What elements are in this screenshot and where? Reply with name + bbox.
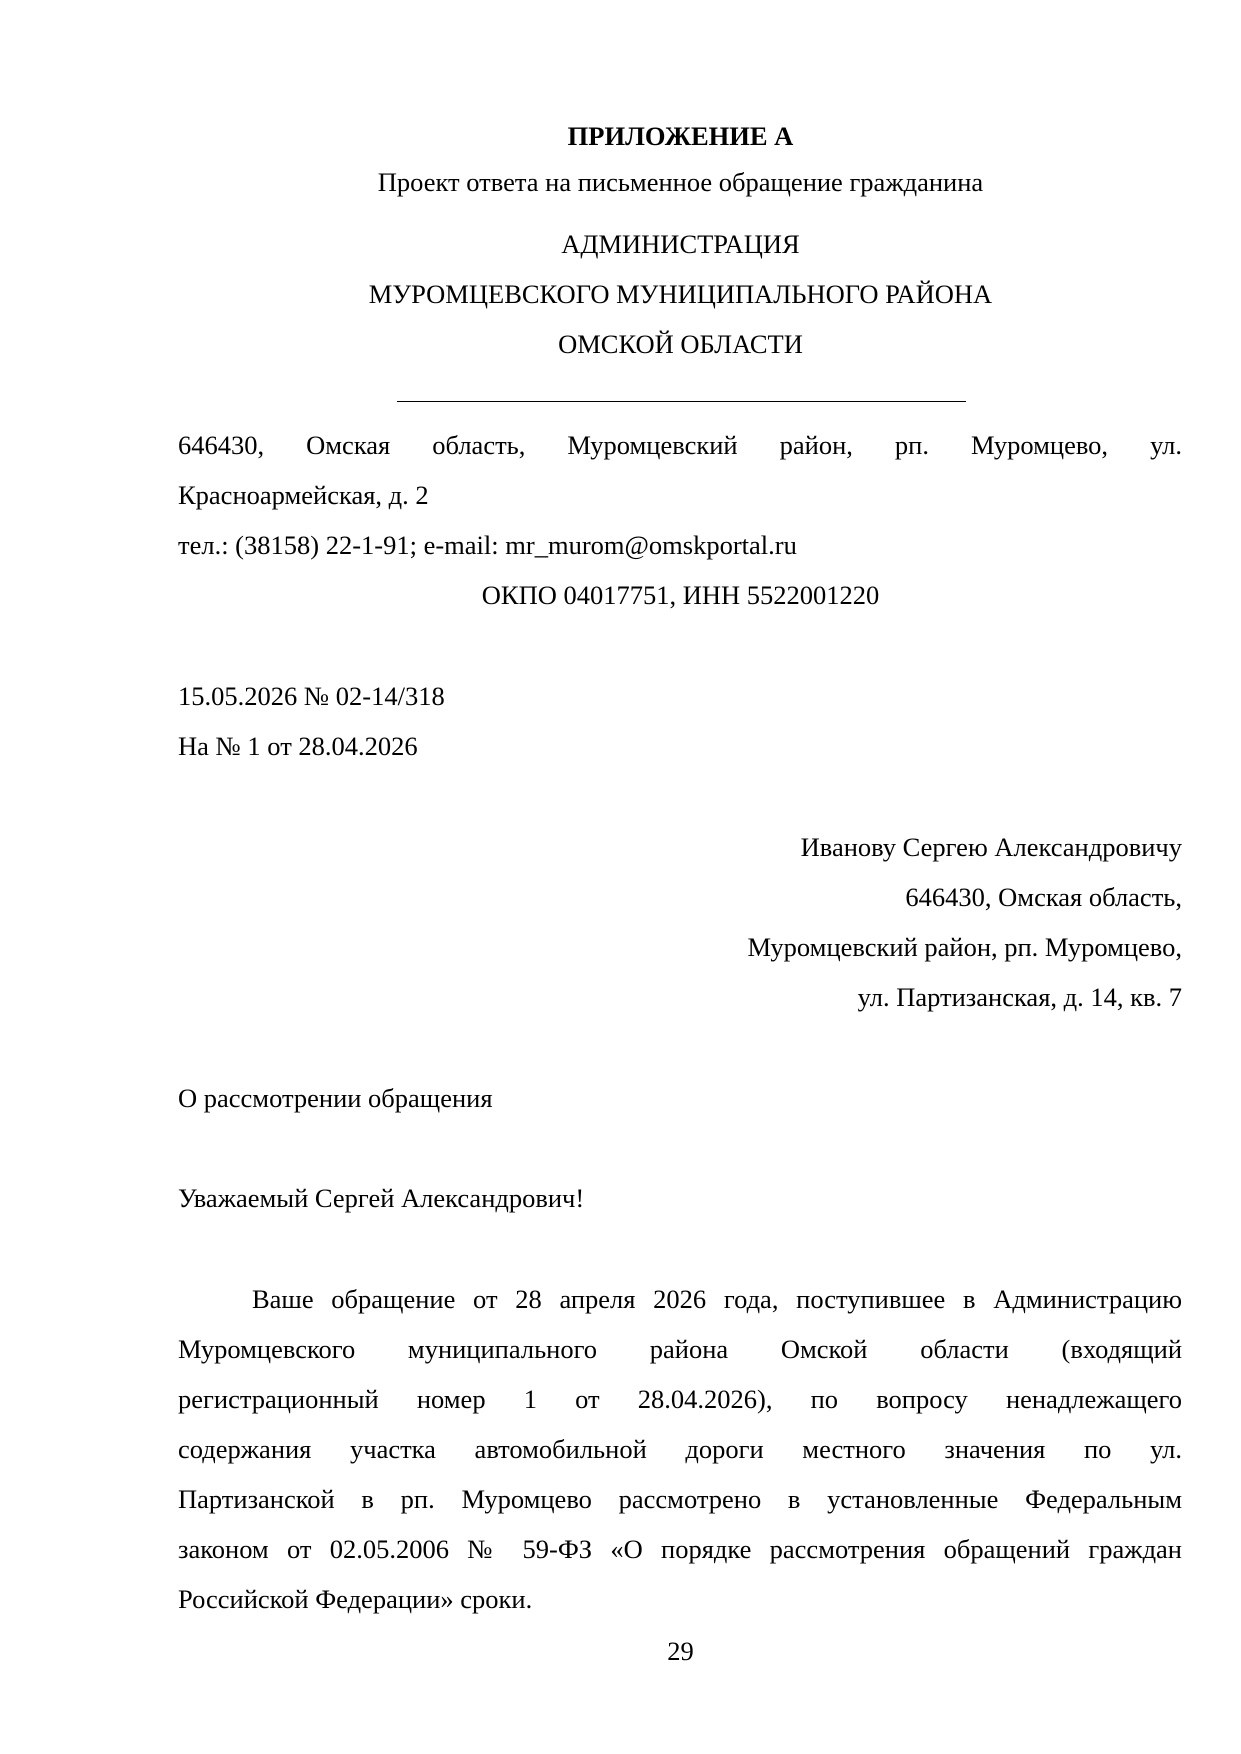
org-contacts: тел.: (38158) 22-1-91; e-mail: mr_murom@omskportal.ru <box>178 530 797 560</box>
letter-subject: О рассмотрении обращения <box>178 1083 493 1113</box>
body-line-5: Партизанской в рп. Муромцево рассмотрено в установленные Федеральным <box>178 1484 1182 1514</box>
page-number: 29 <box>667 1636 694 1666</box>
recipient-address-line-1: 646430, Омская область, <box>905 882 1182 912</box>
org-address-line-2: Красноармейская, д. 2 <box>178 480 429 510</box>
org-name-line-1: АДМИНИСТРАЦИЯ <box>561 229 800 259</box>
body-line-1: Ваше обращение от 28 апреля 2026 года, поступившее в Администрацию <box>252 1284 1182 1314</box>
reply-to-reference: На № 1 от 28.04.2026 <box>178 731 418 761</box>
body-line-6: законом от 02.05.2006 № 59-ФЗ «О порядке рассмотрения обращений граждан <box>178 1534 1182 1564</box>
org-name-line-3: ОМСКОЙ ОБЛАСТИ <box>558 329 803 359</box>
recipient-address-line-2: Муромцевский район, рп. Муромцево, <box>747 932 1182 962</box>
appendix-title: ПРИЛОЖЕНИЕ А <box>567 121 794 151</box>
outgoing-date-number: 15.05.2026 № 02-14/318 <box>178 681 445 711</box>
org-address-line-1: 646430, Омская область, Муромцевский район, рп. Муромцево, ул. <box>178 430 1182 460</box>
body-line-2: Муромцевского муниципального района Омской области (входящий <box>178 1334 1182 1364</box>
recipient-name: Иванову Сергею Александровичу <box>800 832 1182 862</box>
org-codes: ОКПО 04017751, ИНН 5522001220 <box>481 580 880 610</box>
salutation: Уважаемый Сергей Александрович! <box>178 1183 585 1213</box>
letterhead-divider <box>397 401 966 402</box>
body-line-7: Российской Федерации» сроки. <box>178 1584 533 1614</box>
body-line-4: содержания участка автомобильной дороги местного значения по ул. <box>178 1434 1182 1464</box>
recipient-address-line-3: ул. Партизанская, д. 14, кв. 7 <box>857 982 1182 1012</box>
org-name-line-2: МУРОМЦЕВСКОГО МУНИЦИПАЛЬНОГО РАЙОНА <box>368 279 993 309</box>
appendix-subtitle: Проект ответа на письменное обращение гражданина <box>377 167 984 197</box>
body-line-3: регистрационный номер 1 от 28.04.2026), по вопросу ненадлежащего <box>178 1384 1182 1414</box>
